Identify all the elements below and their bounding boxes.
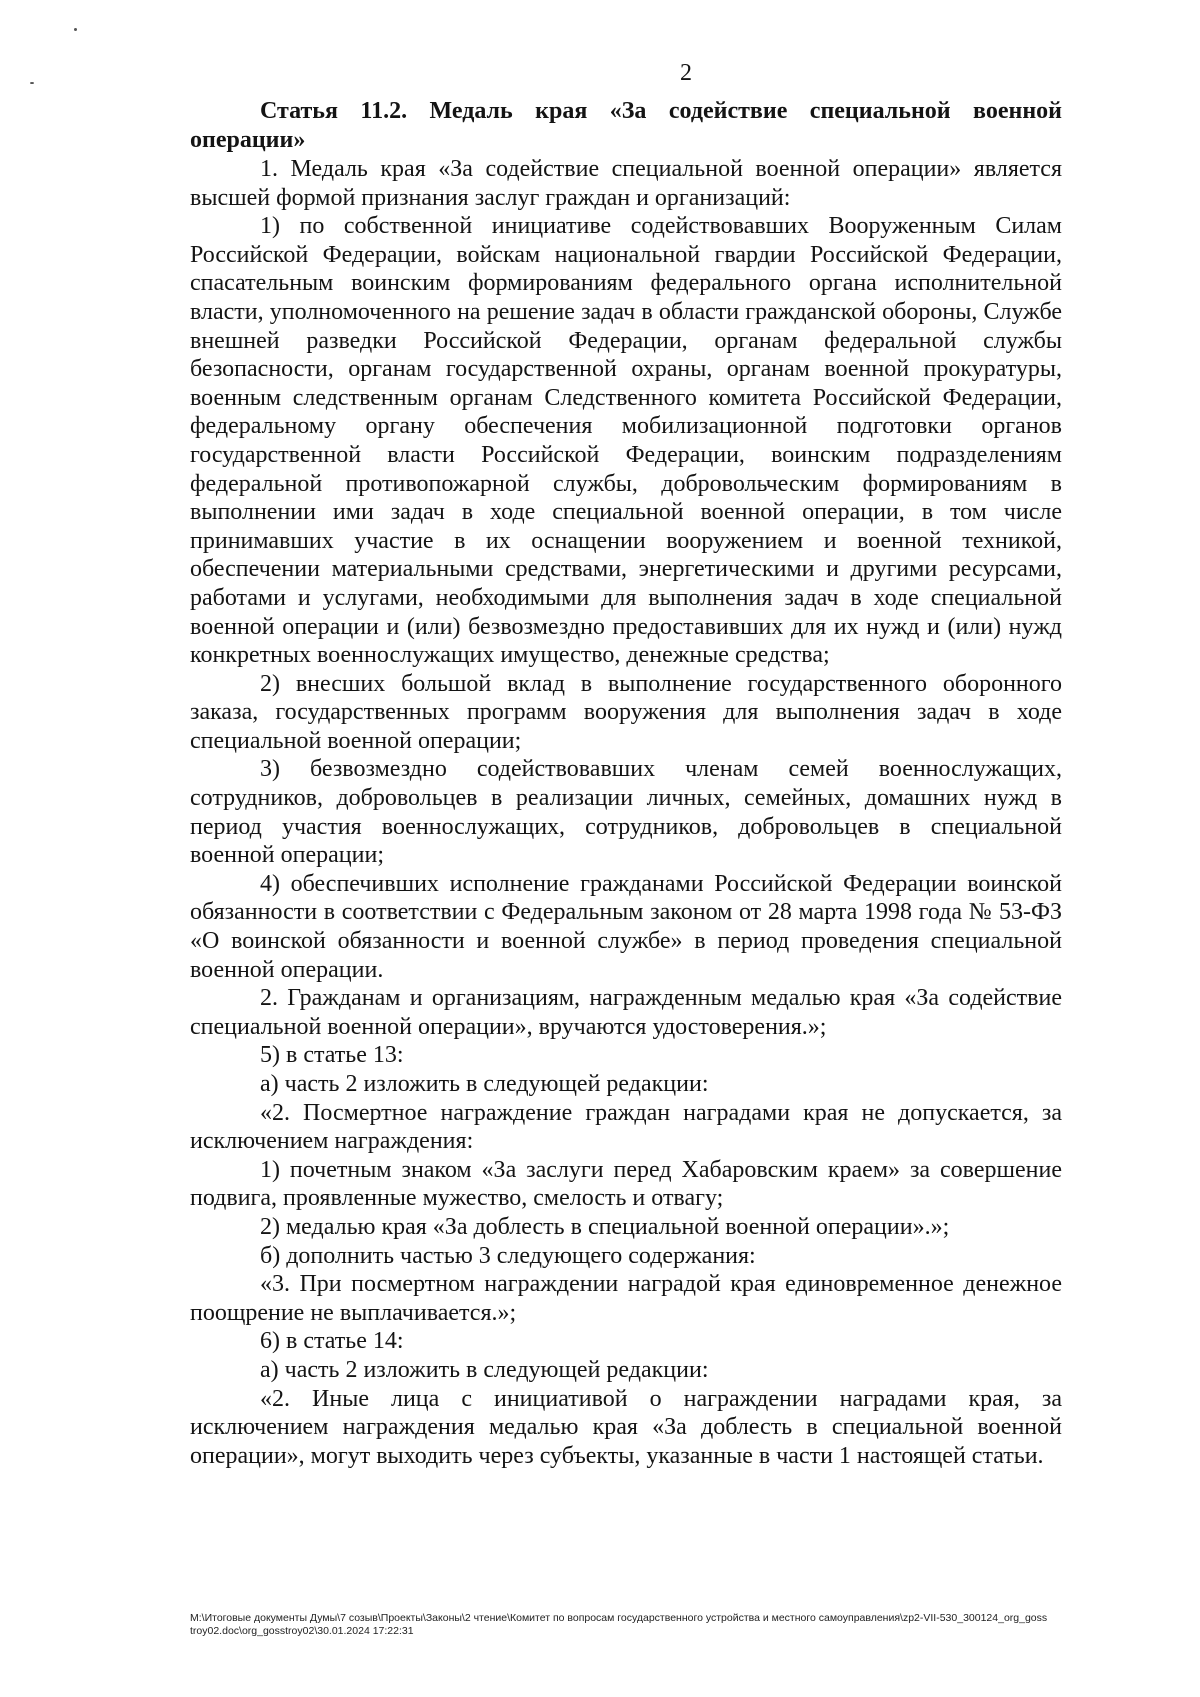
paragraph-1: 1. Медаль края «За содействие специальной военной операции» является высшей формой признания заслуг граждан и организаций:: [190, 156, 1062, 211]
paragraph-8: а) часть 2 изложить в следующей редакции:: [260, 1071, 709, 1097]
scan-speck: [30, 82, 34, 84]
paragraph-10: 1) почетным знаком «За заслуги перед Хабаровским краем» за совершение подвига, проявленные мужество, смелость и отвагу;: [190, 1156, 1062, 1212]
page-number: 2: [680, 60, 692, 86]
paragraph-9: «2. Посмертное награждение граждан наградами края не допускается, за исключением награждения:: [190, 1099, 1062, 1155]
paragraph-3: 2) внесших большой вклад в выполнение государственного оборонного заказа, государственных программ вооружения для выполнения задач в ходе специальной военной операции;: [190, 670, 1062, 754]
paragraph-5: 4) обеспечивших исполнение гражданами Российской Федерации воинской обязанности в соответствии с Федеральным законом от 28 марта 1998 года № 53-ФЗ «О воинской обязанности и военной службе» в период проведения специальной военной операции.: [190, 870, 1062, 983]
paragraph-6: 2. Гражданам и организациям, награжденным медалью края «За содействие специальной военной операции», вручаются удостоверения.»;: [190, 985, 1062, 1040]
paragraph-12: б) дополнить частью 3 следующего содержания:: [260, 1242, 756, 1269]
article-body: [190, 155, 1062, 1470]
paragraph-16: «2. Иные лица с инициативой о награждении наградами края, за исключением награждения медалью края «За доблесть в специальной военной операции», могут выходить через субъекты, указанные в части 1 настоящей статьи.: [190, 1385, 1062, 1469]
article-heading: Статья 11.2. Медаль края «За содействие специальной военной операции»: [190, 98, 1062, 153]
paragraph-4: 3) безвозмездно содействовавших членам семей военнослужащих, сотрудников, добровольцев в реализации личных, семейных, домашних нужд в период участия военнослужащих, сотрудников, добровольцев в специальной военной операции;: [190, 756, 1062, 869]
paragraph-7: 5) в статье 13:: [260, 1042, 404, 1069]
paragraph-2: 1) по собственной инициативе содействовавших Вооруженным Силам Российской Федерации, войскам национальной гвардии Российской Федерации, спасательным воинским формированиям федерального органа исполнительной власти, уполномоченного на решение задач в области гражданской обороны, Службе внешней разведки Российской Федерации, органам федеральной службы безопасности, органам государственной охраны, органам военной прокуратуры, военным следственным органам Следственного комитета Российской Федерации, федеральному органу обеспечения мобилизационной подготовки органов государственной власти Российской Федерации, воинским подразделениям федеральной противопожарной службы, добровольческим формированиям в выполнении ими задач в ходе специальной военной операции, в том числе принимавших участие в их оснащении вооружением и военной техникой, обеспечении материальными средствами, энергетическими и другими ресурсами, работами и услугами, необходимыми для выполнения задач в ходе специальной военной операции и (или) безвозмездно предоставивших для их нужд и (или) нужд конкретных военнослужащих имущество, денежные средства;: [190, 213, 1062, 669]
paragraph-15: а) часть 2 изложить в следующей редакции:: [260, 1356, 709, 1383]
paragraph-11: 2) медалью края «За доблесть в специальной военной операции».»;: [260, 1213, 950, 1240]
scan-speck: [74, 28, 77, 31]
paragraph-14: 6) в статье 14:: [260, 1328, 404, 1355]
paragraph-13: «3. При посмертном награждении наградой края единовременное денежное поощрение не выплачивается.»;: [190, 1271, 1062, 1326]
file-path-footer: M:\Итоговые документы Думы\7 созыв\Проекты\Законы\2 чтение\Комитет по вопросам государственного устройства и местного самоуправления\zp2-VII-530_300124_org_gosstroy02.doc\org_gosstroy02\30.01.2024 17:22:31: [190, 1612, 1048, 1637]
